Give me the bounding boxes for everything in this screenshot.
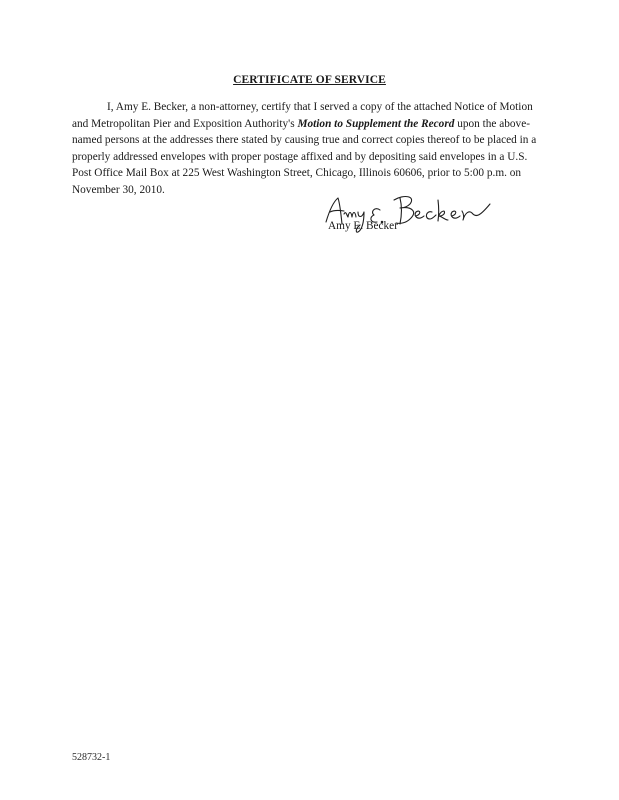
paragraph-text-part-1: I, Amy E. Becker, a non-attorney, certify that I served a copy of the attached Notice of Motion and Metropolitan Pier and Exposition Authority's	[72, 101, 533, 130]
document-title: CERTIFICATE OF SERVICE	[233, 74, 386, 86]
certification-paragraph	[72, 99, 548, 199]
signer-printed-name: Amy E. Becker	[328, 220, 398, 232]
paragraph-text-part-2: upon the above-named persons at the addresses there stated by causing true and correct copies thereof to be placed in a properly addressed envelopes with proper postage affixed and by depositing said envelopes in a U.S. Post Office Mail Box at 225 West Washington Street, Chicago, Illinois 60606, prior to 5:00 p.m. on November 30, 2010.	[72, 117, 537, 196]
document-id: 528732-1	[72, 752, 111, 763]
motion-title: Motion to Supplement the Record	[297, 117, 455, 130]
signature-block	[320, 192, 510, 240]
